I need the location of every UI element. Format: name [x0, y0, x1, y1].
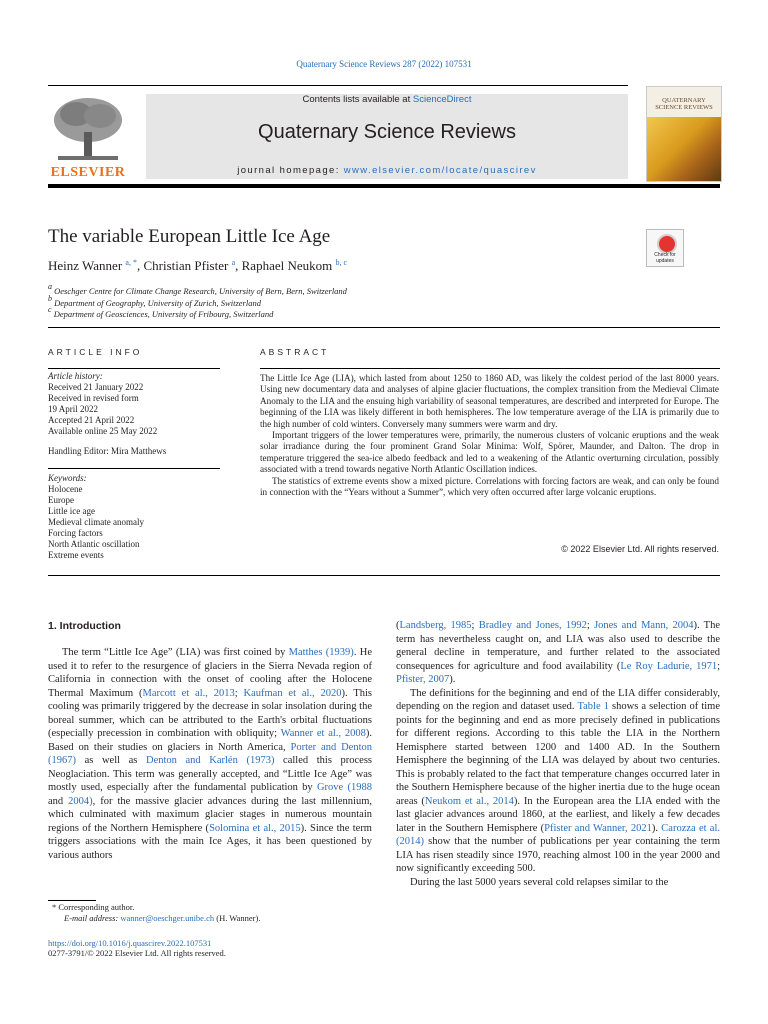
introduction-heading: 1. Introduction: [48, 620, 121, 632]
body-column-left: [48, 646, 372, 862]
abstract-rule: [260, 368, 720, 369]
journal-cover-thumbnail[interactable]: [646, 86, 722, 182]
citation-link[interactable]: Denton and Karlén (1973): [146, 755, 275, 766]
journal-homepage-line: journal homepage: www.elsevier.com/locate/quascirev: [237, 165, 537, 176]
keywords-label: Keywords:: [48, 473, 87, 483]
affiliation: $^b$ Department of Geography, University of Zurich, Switzerland: [48, 294, 261, 308]
citation-link[interactable]: Jones and Mann, 2004: [594, 620, 694, 631]
citation-link[interactable]: Kaufman et al., 2020: [243, 687, 342, 699]
keyword-list: [48, 484, 144, 561]
citation-link[interactable]: Carozza et al. (2014): [396, 822, 720, 847]
journal-homepage-link[interactable]: www.elsevier.com/locate/quascirev: [343, 165, 537, 176]
keyword: Medieval climate anomaly: [48, 517, 144, 527]
author-name[interactable]: Raphael Neukom: [241, 258, 333, 273]
accepted-date: Accepted 21 April 2022: [48, 415, 135, 425]
footnote-rule: [48, 900, 96, 901]
citation-link[interactable]: Grove (1988: [316, 782, 372, 793]
author-list: Heinz Wanner $^{a, *}$, Christian Pfister $^a$, Raphael Neukom $^{b, c}$: [48, 258, 348, 273]
citation-link[interactable]: Pfister and Wanner, 2021: [544, 822, 652, 834]
abstract-paragraph: The statistics of extreme events show a mixed picture. Correlations with forcing factors are weak, and can only be found in connection with the “Years without a Summer”, which very often occurred after large volcanic eruptions.: [260, 475, 719, 498]
citation-link[interactable]: Marcott et al., 2013: [142, 687, 235, 699]
cover-title: QUATERNARY SCIENCE REVIEWS: [655, 97, 713, 112]
author-affiliation-marks[interactable]: a, *: [125, 258, 137, 267]
handling-editor: Handling Editor: Mira Matthews: [48, 446, 167, 456]
doi-link[interactable]: https://doi.org/10.1016/j.quascirev.2022.107531: [48, 938, 212, 948]
paper-title: The variable European Little Ice Age: [48, 226, 331, 247]
affiliation: $^c$ Department of Geosciences, University of Fribourg, Switzerland: [48, 305, 274, 319]
abstract-paragraph: Important triggers of the lower temperatures were, primarily, the numerous clusters of volcanic eruptions and the weak solar irradiance during the four prominent Grand Solar Minima: Wolf, Spörer, Maunder, and Dalton. The drop in temperature triggered the sea-ice albedo feedback and led to a weakening of the Atlantic overturning circulation, possibly associated with a trend towards negative North Atlantic Oscillation indices.: [260, 430, 719, 475]
citation-link[interactable]: Le Roy Ladurie, 1971: [620, 660, 718, 672]
history-label: Article history:: [48, 371, 103, 381]
section-rule: [48, 327, 720, 328]
issn-copyright: 0277-3791/© 2022 Elsevier Ltd. All rights reserved.: [48, 948, 226, 958]
keyword: Europe: [48, 495, 74, 505]
revised-date: 19 April 2022: [48, 404, 99, 414]
affiliation: $^a$ Oeschger Centre for Climate Change Research, University of Bern, Bern, Switzerland: [48, 282, 347, 296]
revised-label: Received in revised form: [48, 393, 139, 403]
cover-artwork: [647, 117, 721, 181]
check-updates-icon: [657, 234, 677, 254]
article-info-rule: [48, 368, 220, 369]
keyword: Holocene: [48, 484, 83, 494]
article-info-heading: ARTICLE INFO: [48, 347, 143, 357]
author-affiliation-marks[interactable]: b, c: [335, 258, 348, 267]
check-for-updates-button[interactable]: [646, 229, 684, 267]
citation-link[interactable]: 2004): [68, 795, 93, 807]
received-date: Received 21 January 2022: [48, 382, 144, 392]
body-paragraph: (Landsberg, 1985; Bradley and Jones, 1992; Jones and Mann, 2004). The term has nevertheless caught on, and LIA was also used to describe the general decline in temperature, and further related to the associated consequences for agriculture and food availability (Le Roy Ladurie, 1971; Pfister, 2007).: [396, 620, 721, 685]
check-updates-label: Check for updates: [654, 252, 676, 264]
keywords-rule: [48, 468, 220, 469]
citation-link[interactable]: Pfister, 2007: [396, 674, 450, 685]
citation-link[interactable]: Solomina et al., 2015: [209, 822, 301, 834]
keyword: Extreme events: [48, 550, 104, 560]
header-top-rule: [48, 85, 628, 86]
author-name[interactable]: Heinz Wanner: [48, 258, 123, 273]
citation-link[interactable]: Bradley and Jones, 1992: [478, 620, 587, 631]
corresponding-author-note: * Corresponding author.: [52, 902, 135, 912]
citation-link[interactable]: Matthes (1939): [288, 647, 354, 658]
email-link[interactable]: wanner@oeschger.unibe.ch: [120, 913, 215, 923]
body-paragraph: The term “Little Ice Age” (LIA) was first coined by Matthes (1939). He used it to refer to the resurgence of glaciers in the Sierra Nevada region of California in connection with the onset of cooling after the Holocene Thermal Maximum (Marcott et al., 2013; Kaufman et al., 2020). This cooling was primarily triggered by the decrease in solar insolation during the boreal summer, which can be attributed to the Earth's orbital fluctuations (especially precession in combination with obliquity; Wanner et al., 2008). Based on their studies on glaciers in North America, Porter and Denton (1967) as well as Denton and Karlén (1973) called this process Neoglaciation. This term was generally accepted, and “Little Ice Age” was mostly used, especially after the fundamental publication by Grove (1988 and 2004), for the massive glacier advances during the last millennium, which culminated with maximum glacier stages in numerous mountain regions of the Northern Hemisphere (Solomina et al., 2015). Since the term triggers associations with the main Ice Ages, it has been questioned by various authors: [48, 647, 372, 861]
citation-link[interactable]: Wanner et al., 2008: [280, 728, 366, 739]
keyword: North Atlantic oscillation: [48, 539, 140, 549]
table-link[interactable]: Table 1: [577, 701, 609, 712]
abstract-body: [260, 373, 719, 498]
body-paragraph: The definitions for the beginning and end of the LIA differ considerably, depending on the region and dataset used. Table 1 shows a selection of time points for the beginning and end as more precisely defined in publications for different regions. According to this table the LIA in the Northern Hemisphere started between 1200 and 1400 AD. In the Southern Hemisphere the beginning of the LIA was delayed by about two centuries. This is probably related to the fact that temperature changes occurred later in the Southern Hemisphere because of the higher inertia due to the huge ocean areas (Neukom et al., 2014). In the European area the LIA ended with the last glacier advances around 1860, at the earliest, and likely a few decades later in the Southern Hemisphere (Pfister and Wanner, 2021). Carozza et al. (2014) show that the number of publications per year containing the term LIA has risen steadily since 1970, reaching almost 100 in the year 2000 and now significantly exceeding 500.: [396, 687, 721, 874]
journal-title: Quaternary Science Reviews: [258, 121, 516, 143]
online-date: Available online 25 May 2022: [48, 426, 158, 436]
section-rule: [48, 575, 720, 576]
author-affiliation-marks[interactable]: a: [231, 258, 236, 267]
header-bottom-rule: [48, 184, 720, 188]
journal-reference-link[interactable]: Quaternary Science Reviews 287 (2022) 107531: [296, 59, 472, 69]
keyword: Little ice age: [48, 506, 95, 516]
citation-link[interactable]: Neukom et al., 2014: [424, 795, 514, 807]
abstract-paragraph: The Little Ice Age (LIA), which lasted from about 1250 to 1860 AD, was likely the coldest period of the last 8000 years. Using new documentary data and analyses of alpine glacier fluctuations, the complex transition from the Medieval Climate Anomaly to the LIA and the ensuing high variability of seasonal temperatures, are described and interpreted for Europe. The beginning of the LIA was likely different in both hemispheres. The low temperature average of the LIA is primarily due to the high number of cold winters. Conversely many summers were warm and dry.: [260, 373, 719, 429]
body-paragraph: During the last 5000 years several cold relapses similar to the: [410, 876, 669, 888]
citation-link[interactable]: Landsberg, 1985: [399, 620, 472, 631]
email-note: E-mail address: wanner@oeschger.unibe.ch (H. Wanner).: [64, 913, 261, 923]
keyword: Forcing factors: [48, 528, 103, 538]
contents-line: Contents lists available at ScienceDirect: [302, 94, 472, 105]
body-column-right: [396, 619, 720, 889]
citation-link[interactable]: Porter and Denton (1967): [48, 741, 372, 766]
abstract-heading: ABSTRACT: [260, 347, 330, 357]
abstract-copyright: © 2022 Elsevier Ltd. All rights reserved.: [561, 544, 719, 554]
author-name[interactable]: Christian Pfister: [143, 258, 229, 273]
sciencedirect-link[interactable]: ScienceDirect: [412, 94, 472, 105]
elsevier-wordmark: ELSEVIER: [50, 165, 126, 180]
